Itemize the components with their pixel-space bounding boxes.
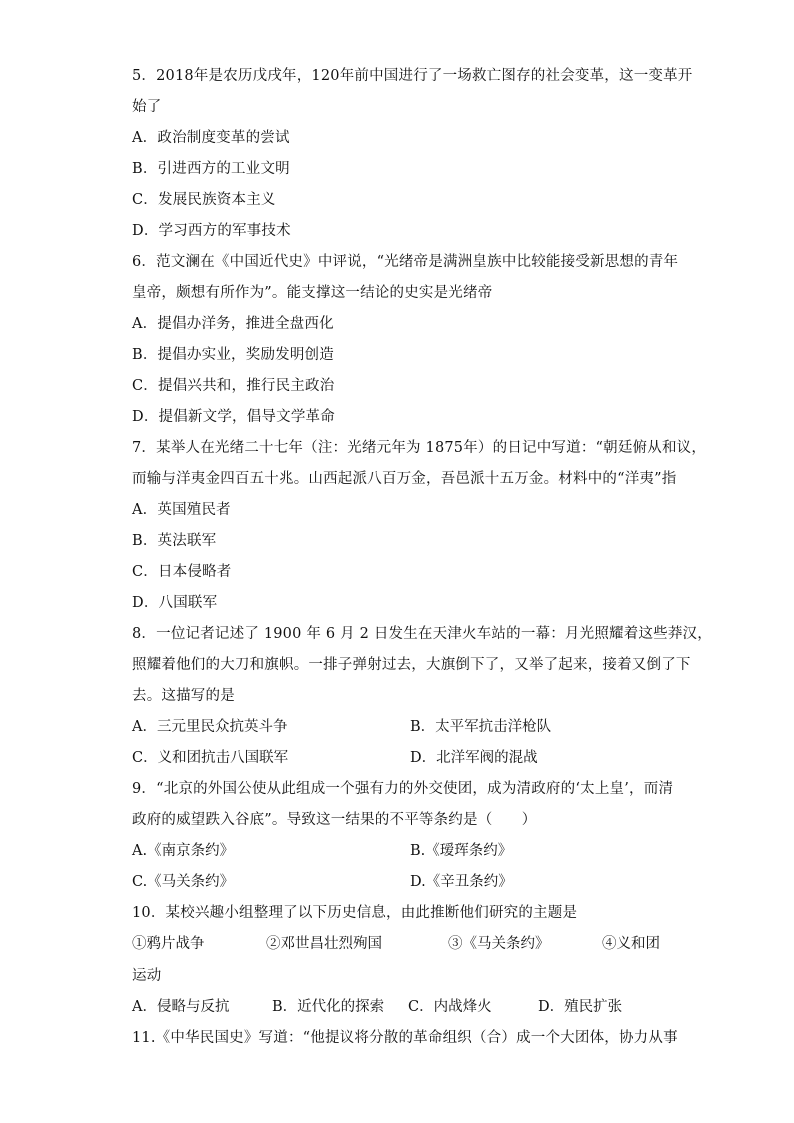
q10-option-c: C．内战烽火 [408, 999, 492, 1015]
q5-option-c: C．发展民族资本主义 [132, 192, 276, 208]
q5-option-d: D．学习西方的军事技术 [132, 223, 291, 239]
q9-option-d: D.《辛丑条约》 [410, 874, 513, 890]
q8-option-a: A．三元里民众抗英斗争 [132, 719, 288, 735]
q7-stem-line-1: 7．某举人在光绪二十七年（注：光绪元年为 1875年）的日记中写道：“朝廷俯从和议， [132, 440, 707, 456]
q10-item-2: ②邓世昌壮烈殉国 [266, 936, 382, 952]
q10-option-b: B．近代化的探索 [272, 999, 385, 1015]
q7-option-a: A．英国殖民者 [132, 502, 231, 518]
q6-option-d: D．提倡新文学，倡导文学革命 [132, 409, 335, 425]
q5-option-a: A．政治制度变革的尝试 [132, 130, 290, 146]
q5-option-b: B．引进西方的工业文明 [132, 161, 290, 177]
q8-option-b: B．太平军抗击洋枪队 [410, 719, 552, 735]
q10-option-a: A．侵略与反抗 [132, 999, 230, 1015]
q10-item-4: ④义和团 [602, 936, 660, 952]
q7-option-b: B．英法联军 [132, 533, 217, 549]
q11-stem-line-1: 11.《中华民国史》写道：“他提议将分散的革命组织（合）成一个大团体，协力从事 [132, 1030, 678, 1046]
q10-option-d: D．殖民扩张 [538, 999, 623, 1015]
q6-option-b: B．提倡办实业，奖励发明创造 [132, 347, 334, 363]
q7-option-d: D．八国联军 [132, 595, 218, 611]
q6-option-c: C．提倡兴共和，推行民主政治 [132, 378, 335, 394]
q8-option-c: C．义和团抗击八国联军 [132, 750, 289, 766]
q9-stem-line-2: 政府的威望跌入谷底”。导致这一结果的不平等条约是（ ） [132, 812, 537, 828]
q6-stem-line-2: 皇帝，颇想有所作为”。能支撑这一结论的史实是光绪帝 [132, 285, 493, 301]
q8-option-d: D．北洋军阀的混战 [410, 750, 538, 766]
q7-option-c: C．日本侵略者 [132, 564, 232, 580]
q9-option-c: C.《马关条约》 [132, 874, 235, 890]
q6-stem-line-1: 6．范文澜在《中国近代史》中评说，“光绪帝是满洲皇族中比较能接受新思想的青年 [132, 254, 679, 270]
q5-stem-line-2: 始了 [132, 99, 162, 115]
q8-stem-line-3: 去。这描写的是 [132, 688, 235, 704]
q9-option-a: A.《南京条约》 [132, 843, 235, 859]
q10-item-1: ①鸦片战争 [132, 936, 205, 952]
q8-stem-line-2: 照耀着他们的大刀和旗帜。一排子弹射过去，大旗倒下了，又举了起来，接着又倒了下 [132, 657, 691, 673]
q5-stem-line-1: 5．2018年是农历戊戌年，120年前中国进行了一场救亡图存的社会变革，这一变革开 [132, 68, 693, 84]
q6-option-a: A．提倡办洋务，推进全盘西化 [132, 316, 334, 332]
q7-stem-line-2: 而输与洋夷金四百五十兆。山西起派八百万金，吾邑派十五万金。材料中的“洋夷”指 [132, 471, 677, 487]
q10-item-4-wrap: 运动 [132, 968, 162, 984]
q9-stem-line-1: 9．“北京的外国公使从此组成一个强有力的外交使团，成为清政府的‘太上皇’，而清 [132, 781, 674, 797]
q8-stem-line-1: 8．一位记者记述了 1900 年 6 月 2 日发生在天津火车站的一幕：月光照耀着这些莽汉， [132, 626, 712, 642]
q10-stem: 10．某校兴趣小组整理了以下历史信息，由此推断他们研究的主题是 [132, 905, 578, 921]
q10-item-3: ③《马关条约》 [448, 936, 550, 952]
q9-option-b: B.《瑷珲条约》 [410, 843, 513, 859]
